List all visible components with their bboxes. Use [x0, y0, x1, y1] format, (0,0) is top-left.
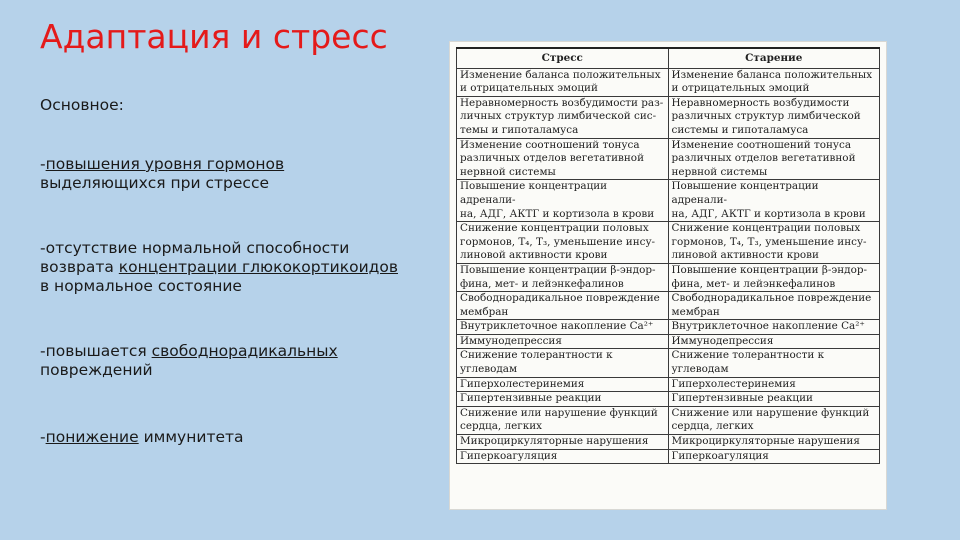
slide-title: Адаптация и стресс: [40, 17, 388, 56]
table-cell-aging: Снижение или нарушение функций сердца, легких: [668, 406, 880, 434]
table-row: [457, 68, 880, 96]
table-cell-stress: Гиперхолестеринемия: [457, 377, 669, 392]
table-cell-stress: Гипертензивные реакции: [457, 392, 669, 407]
table-row: [457, 435, 880, 450]
table-cell-stress: Свободнорадикальное повреждение мембран: [457, 292, 669, 320]
table-cell-stress: Изменение соотношений тонуса различных отделов вегетативной нервной системы: [457, 138, 669, 180]
table-cell-aging: Микроциркуляторные нарушения: [668, 435, 880, 450]
table-row: [457, 449, 880, 464]
point-glucocorticoids-line1: -отсутствие нормальной способности: [40, 239, 350, 257]
point-hormones-underlined: повышения уровня гормонов: [45, 155, 285, 173]
comparison-table-image: [450, 42, 886, 509]
point-hormones: [40, 155, 440, 193]
section-heading: Основное:: [40, 96, 124, 114]
table-row: [457, 349, 880, 377]
table-row: [457, 377, 880, 392]
table-header-row: [457, 48, 880, 68]
table-cell-aging: Внутриклеточное накопление Ca²⁺: [668, 320, 880, 335]
point-free-radical-prefix: -повышается: [40, 342, 152, 360]
point-immunity: [40, 428, 440, 447]
table-cell-stress: Иммунодепрессия: [457, 334, 669, 349]
table-cell-aging: Гипертензивные реакции: [668, 392, 880, 407]
point-hormones-prefix: -: [40, 155, 46, 173]
header-aging: Старение: [668, 48, 880, 68]
table-cell-stress: Повышение концентрации β-эндор- фина, мет- и лейэнкефалинов: [457, 263, 669, 291]
point-glucocorticoids-line3: в нормальное состояние: [40, 277, 242, 295]
table-cell-aging: Иммунодепрессия: [668, 334, 880, 349]
table-cell-aging: Свободнорадикальное повреждение мембран: [668, 292, 880, 320]
table-row: [457, 180, 880, 222]
table-cell-aging: Изменение соотношений тонуса различных отделов вегетативной нервной системы: [668, 138, 880, 180]
point-glucocorticoids: [40, 239, 440, 296]
table-cell-aging: Снижение концентрации половых гормонов, T₄, T₃, уменьшение инсу- линовой активности крови: [668, 222, 880, 264]
table-cell-stress: Повышение концентрации адренали- на, АДГ, АКТГ и кортизола в крови: [457, 180, 669, 222]
point-free-radical-underlined: свободнорадикальных: [151, 342, 338, 360]
point-glucocorticoids-line2-prefix: возврата: [40, 258, 119, 276]
table-cell-stress: Гиперкоагуляция: [457, 449, 669, 464]
table-row: [457, 406, 880, 434]
table-cell-aging: Неравномерность возбудимости различных структур лимбической системы и гипоталамуса: [668, 96, 880, 138]
point-glucocorticoids-underlined: концентрации глюкокортикоидов: [118, 258, 398, 276]
point-free-radical: [40, 342, 440, 380]
table-cell-aging: Снижение толерантности к углеводам: [668, 349, 880, 377]
point-hormones-rest: выделяющихся при стрессе: [40, 174, 270, 192]
table-row: [457, 292, 880, 320]
table-row: [457, 96, 880, 138]
table-cell-stress: Микроциркуляторные нарушения: [457, 435, 669, 450]
table-cell-aging: Повышение концентрации β-эндор- фина, мет- и лейэнкефалинов: [668, 263, 880, 291]
main-text: [40, 96, 440, 447]
table-cell-stress: Снижение толерантности к углеводам: [457, 349, 669, 377]
table-cell-stress: Неравномерность возбудимости раз- личных структур лимбической сис- темы и гипоталамуса: [457, 96, 669, 138]
header-stress: Стресс: [457, 48, 669, 68]
table-cell-aging: Повышение концентрации адренали- на, АДГ, АКТГ и кортизола в крови: [668, 180, 880, 222]
point-immunity-prefix: -: [40, 428, 46, 446]
table-cell-aging: Гиперхолестеринемия: [668, 377, 880, 392]
point-immunity-rest: иммунитета: [138, 428, 244, 446]
table-row: [457, 138, 880, 180]
table-cell-stress: Изменение баланса положительных и отрицательных эмоций: [457, 68, 669, 96]
table-row: [457, 263, 880, 291]
table-cell-aging: Гиперкоагуляция: [668, 449, 880, 464]
point-free-radical-rest: повреждений: [40, 361, 153, 379]
table-cell-aging: Изменение баланса положительных и отрицательных эмоций: [668, 68, 880, 96]
table-cell-stress: Снижение концентрации половых гормонов, T₄, T₃, уменьшение инсу- линовой активности крови: [457, 222, 669, 264]
table-row: [457, 334, 880, 349]
table-cell-stress: Снижение или нарушение функций сердца, легких: [457, 406, 669, 434]
comparison-table: [456, 47, 880, 464]
table-cell-stress: Внутриклеточное накопление Ca²⁺: [457, 320, 669, 335]
table-row: [457, 392, 880, 407]
point-immunity-underlined: понижение: [45, 428, 139, 446]
table-row: [457, 222, 880, 264]
table-row: [457, 320, 880, 335]
